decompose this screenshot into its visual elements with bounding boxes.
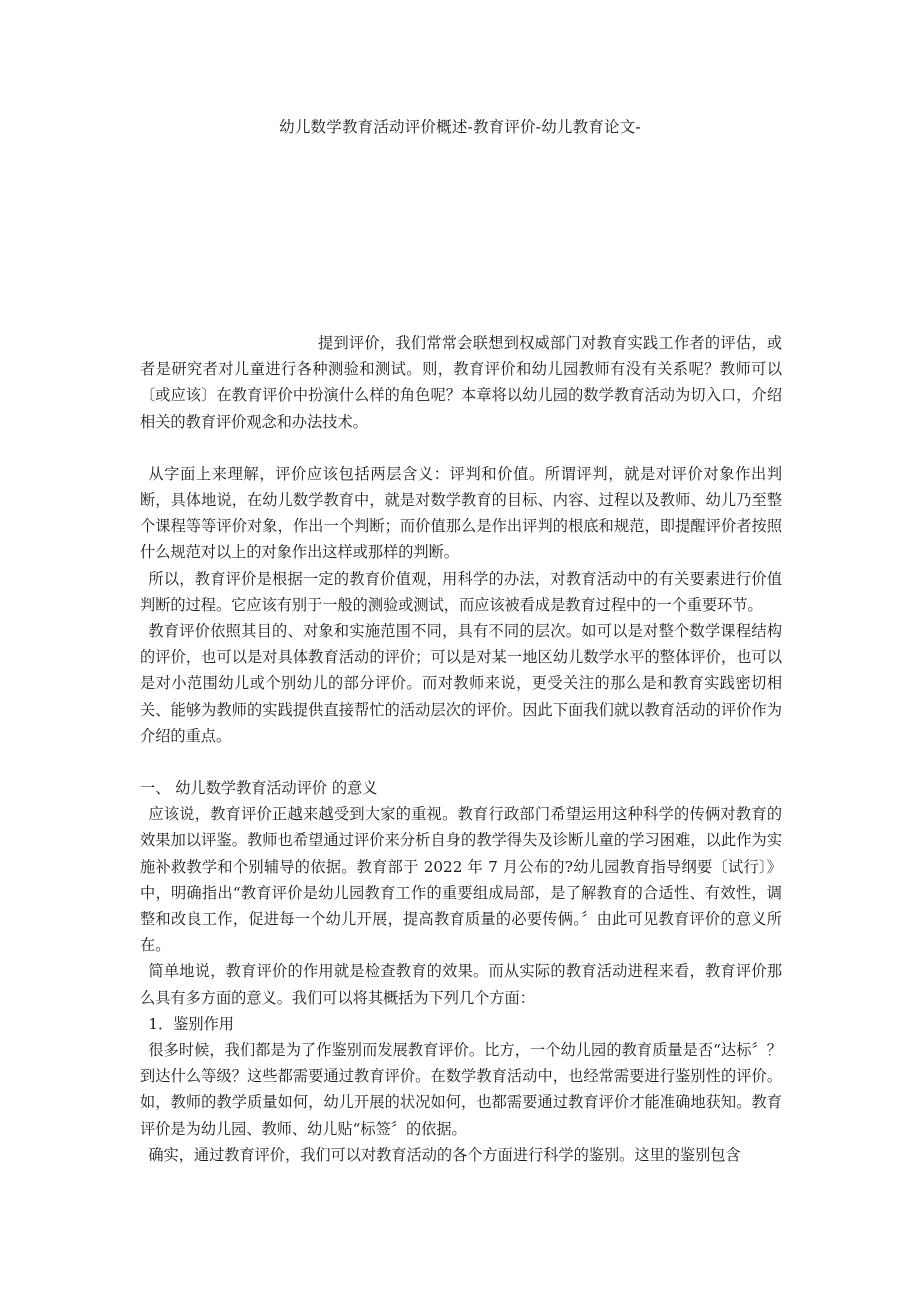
paragraph-identification: 很多时候，我们都是为了作鉴别而发展教育评价。比方，一个幼儿园的教育质量是否“达标〞？到达什么等级？这些都需要通过教育评价。在数学教育活动中，也经常需要进行鉴别性的评价。如，教师的教学质量如何，幼儿开展的状况如何，也都需要通过教育评价才能准确地获知。教育评价是为幼儿园、教师、幼儿贴“标签〞的依据。 xyxy=(140,1041,782,1138)
paragraph-summary: 所以，教育评价是根据一定的教育价值观，用科学的办法，对教育活动中的有关要素进行价值判断的过程。它应该有别于一般的测验或测试，而应该被看成是教育过程中的一个重要环节。 xyxy=(140,569,782,614)
section-heading: 一、 幼儿数学教育活动评价 的意义 xyxy=(140,779,378,798)
paragraph-functions: 简单地说，教育评价的作用就是检查教育的效果。而从实际的教育活动进程来看，教育评价那么具有多方面的意义。我们可以将其概括为下列几个方面： xyxy=(140,962,782,1007)
paragraph-identification-continued: 确实，通过教育评价，我们可以对教育活动的各个方面进行科学的鉴别。这里的鉴别包含 xyxy=(148,1145,741,1164)
paragraph-intro: 提到评价，我们常常会联想到权威部门对教育实践工作者的评估，或者是研究者对儿童进行各种测验和测试。则，教育评价和幼儿园教师有没有关系呢？教师可以〔或应该〕在教育评价中扮演什么样的角色呢？本章将以幼儿园的数学教育活动为切入口，介绍相关的教育评价观念和办法技术。 xyxy=(140,334,782,431)
subheading-identification: 1．鉴别作用 xyxy=(148,1014,234,1033)
document-body xyxy=(140,330,782,1168)
paragraph-levels: 教育评价依照其目的、对象和实施范围不同，具有不同的层次。如可以是对整个数学课程结构的评价，也可以是对具体教育活动的评价；可以是对某一地区幼儿数学水平的整体评价，也可以是对小范围幼儿或个别幼儿的部分评价。而对教师来说，更受关注的那么是和教育实践密切相关、能够为教师的实践提供直接帮忙的活动层次的评价。因此下面我们就以教育活动的评价作为介绍的重点。 xyxy=(140,622,782,745)
paragraph-significance: 应该说，教育评价正越来越受到大家的重视。教育行政部门希望运用这种科学的传俩对教育的效果加以评鉴。教师也希望通过评价来分析自身的教学得失及诊断儿童的学习困难，以此作为实施补救教学和个别辅导的依据。教育部于 2022 年 7 月公布的?幼儿园教育指导纲要〔试行〕》中，明确指出“教育评价是幼儿园教育工作的重要组成局部，是了解教育的合适性、有效性，调整和改良工作，促进每一个幼儿开展，提高教育质量的必要传俩。〞由此可见教育评价的意义所在。 xyxy=(140,805,782,955)
document-title: 幼儿数学教育活动评价概述-教育评价-幼儿教育论文- xyxy=(279,118,641,136)
paragraph-definition: 从字面上来理解，评价应该包括两层含义：评判和价值。所谓评判，就是对评价对象作出判断，具体地说，在幼儿数学教育中，就是对数学教育的目标、内容、过程以及教师、幼儿乃至整个课程等等评价对象，作出一个判断；而价值那么是作出评判的根底和规范，即提醒评价者按照什么规范对以上的对象作出这样或那样的判断。 xyxy=(140,464,782,562)
